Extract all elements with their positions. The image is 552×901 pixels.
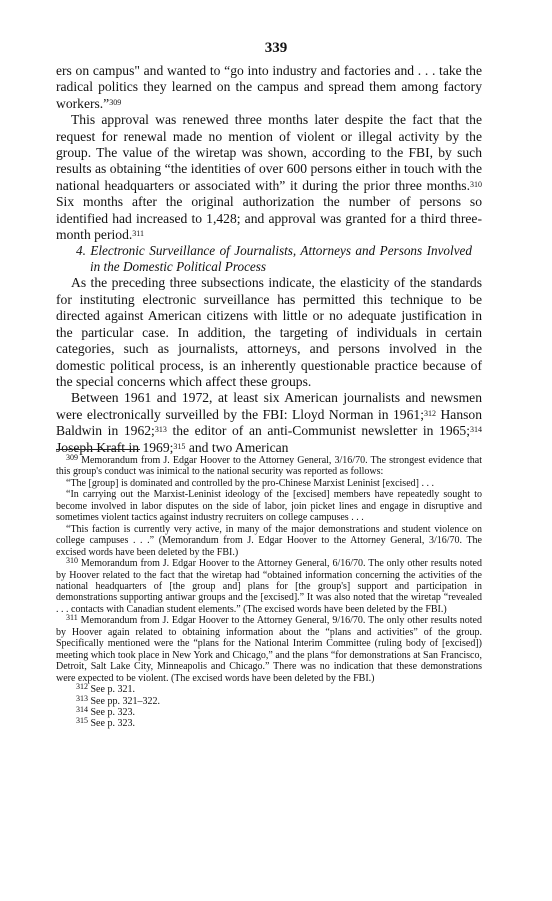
paragraph-text: Six months after the original authorization the number of persons so identified had increased to 1,428; and approval was granted for a third three-month period. bbox=[56, 194, 482, 243]
paragraph-continuation bbox=[56, 63, 482, 112]
paragraph-text: ers on campus" and wanted to “go into industry and factories and . . . take the radical politics they learned on the campus and spread them among factory workers.” bbox=[56, 63, 482, 111]
footnote-number: 315 bbox=[76, 716, 88, 726]
footnotes bbox=[56, 455, 482, 730]
footnote-ref: 313 bbox=[154, 425, 167, 435]
footnote-ref: 314 bbox=[470, 425, 482, 435]
footnote-text: See p. 321. bbox=[88, 684, 135, 696]
footnote-ref: 315 bbox=[173, 441, 186, 451]
footnote-310 bbox=[56, 558, 482, 615]
paragraph-text: and two American bbox=[185, 439, 289, 455]
footnote-quote: “In carrying out the Marxist-Leninist ideology of the [excised] members have repeatedly sought to become involved in labor disputes on the side of labor, join picket lines and engage in disruptive and sometimes violent tactics against industry recruiters on college campuses . . . bbox=[56, 489, 482, 524]
footnote-312 bbox=[56, 684, 482, 695]
section-heading: 4. Electronic Surveillance of Journalists, Attorneys and Persons Involved in the Domestic Political Process bbox=[76, 243, 472, 275]
footnote-text: Memorandum from J. Edgar Hoover to the Attorney General, 6/16/70. The only other results noted by Hoover related to the fact that the wiretap had “obtained information concerning the activities of the national headquarters of [the group and] plans for [the group's] support and participation in demonstrations supporting antiwar groups and the [excised].” It was also noted that the wiretap “revealed . . . contacts with Canadian student elements.” (The excised words have been deleted by the FBI.) bbox=[56, 558, 482, 615]
footnote-ref: 309 bbox=[109, 97, 122, 107]
footnote-text: Memorandum from J. Edgar Hoover to the Attorney General, 3/16/70. The strongest evidence that this group's conduct was inimical to the national security was reported as follows: bbox=[56, 455, 482, 478]
footnote-315 bbox=[56, 718, 482, 729]
paragraph-journalists bbox=[56, 390, 482, 456]
paragraph-text: Joseph Kraft in 1969; bbox=[56, 439, 174, 455]
footnote-313 bbox=[56, 693, 482, 707]
paragraph-elasticity: As the preceding three subsections indicate, the elasticity of the standards for instituting electronic surveillance has permitted this technique to be directed against American citizens with little or no adequate justification in the particular case. In addition, the targeting of individuals in certain categories, such as journalists, attorneys, and persons involved in the domestic political process, is an inherently questionable practice because of the special concerns which affect these groups. bbox=[56, 275, 482, 389]
footnote-ref: 312 bbox=[423, 408, 436, 418]
body-text bbox=[56, 63, 482, 456]
footnote-text: See p. 323. bbox=[88, 706, 135, 718]
paragraph-text: Between 1961 and 1972, at least six American journalists and newsmen were electronically surveilled by the FBI: Lloyd Norman in 1961; bbox=[56, 390, 482, 422]
footnote-311 bbox=[56, 615, 482, 684]
footnote-number: 311 bbox=[66, 613, 78, 623]
footnote-314 bbox=[56, 704, 482, 718]
paragraph-text: Hanson Baldwin in 1962; bbox=[56, 406, 482, 439]
paragraph-text: the editor of an anti-Communist newsletter in 1965; bbox=[166, 423, 470, 439]
paragraph-approval bbox=[56, 112, 482, 243]
footnote-ref: 311 bbox=[132, 229, 144, 239]
paragraph-text: This approval was renewed three months later despite the fact that the request for renewal made no mention of violent or illegal activity by the group. The value of the wiretap was shown, according to the FBI, by such results as obtaining “the identities of over 600 persons either in touch with the national headquarters or associated with” it during the prior three months. bbox=[56, 112, 482, 193]
footnote-number: 314 bbox=[76, 704, 88, 714]
footnote-quote: “The [group] is dominated and controlled by the pro-Chinese Marxist Leninist [excised] . . . bbox=[66, 477, 434, 489]
footnote-text: Memorandum from J. Edgar Hoover to the Attorney General, 9/16/70. The only other results noted by Hoover again related to obtaining information about the “plans and activities” of the group. Specifically mentioned were the “plans for the National Interim Committee (ruling body of [excised]) meeting which took place in New York and Chicago,” and the plans “for demonstrations at San Francisco, Detroit, Salt Lake City, Minneapolis and Chicago.” There was no indication that these demonstrations were expected to be violent. (The excised words have been deleted by the FBI.) bbox=[56, 615, 482, 684]
footnote-divider bbox=[56, 449, 140, 450]
footnote-number: 310 bbox=[66, 556, 78, 566]
footnote-number: 312 bbox=[76, 682, 88, 692]
footnote-number: 309 bbox=[66, 453, 78, 462]
page-number: 339 bbox=[264, 40, 288, 56]
footnote-text: See p. 323. bbox=[88, 718, 135, 730]
footnote-quote: “This faction is currently very active, in many of the major demonstrations and student violence on college campuses . . .” (Memorandum from J. Edgar Hoover to the Attorney General, 3/16/70. The excised words have been deleted by the FBI.) bbox=[56, 523, 482, 558]
footnote-309 bbox=[56, 455, 482, 478]
footnote-number: 313 bbox=[76, 693, 88, 703]
footnote-ref: 310 bbox=[470, 179, 482, 189]
footnote-text: See pp. 321–322. bbox=[88, 695, 160, 707]
